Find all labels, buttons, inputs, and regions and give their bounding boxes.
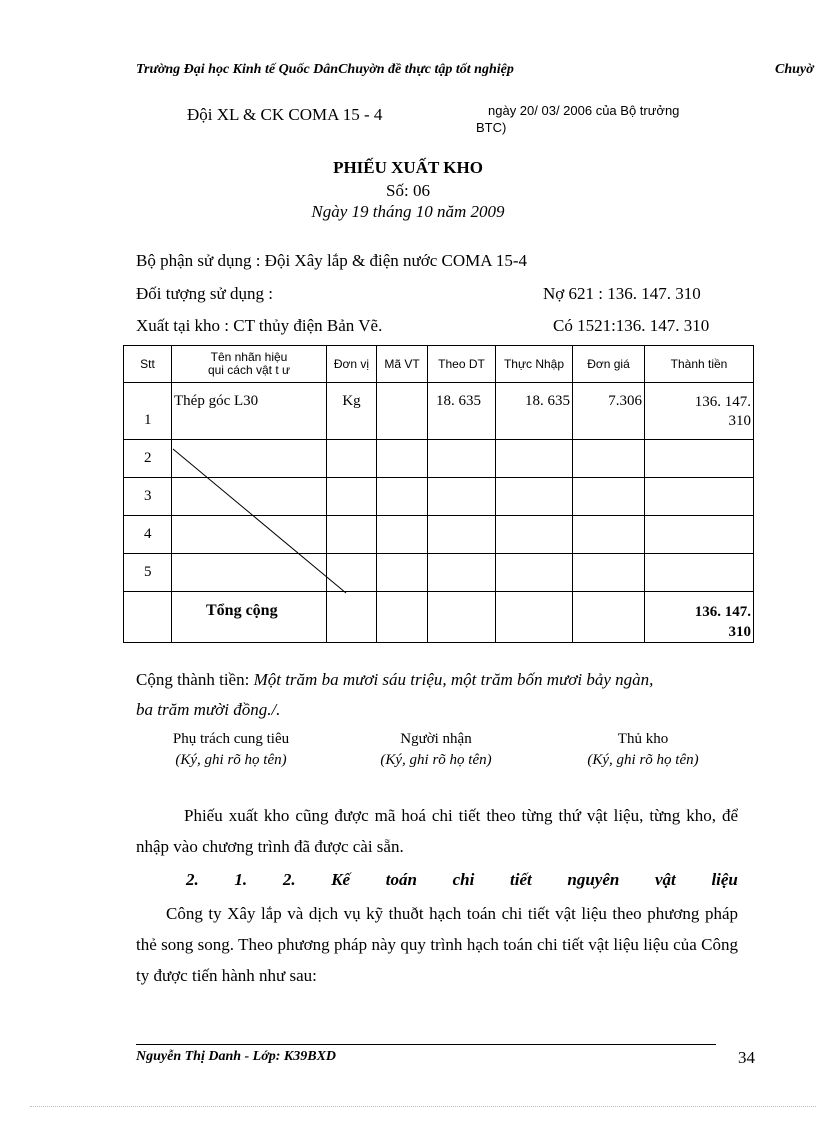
- info-debit: Nợ 621 : 136. 147. 310: [543, 284, 701, 303]
- row1-actual: 18. 635: [496, 383, 573, 440]
- row1-amount-line2: 310: [728, 413, 751, 429]
- heading-word: 1.: [234, 870, 248, 889]
- signature-block: [336, 729, 536, 771]
- row-stt: 4: [124, 516, 172, 554]
- voucher-title: PHIẾU XUẤT KHO: [333, 158, 483, 177]
- heading-word: liệu: [711, 870, 738, 889]
- heading-word: Kế: [331, 870, 351, 889]
- signature-role: Phụ trách cung tiêu: [172, 731, 290, 747]
- body-paragraph-1: Phiếu xuất kho cũng được mã hoá chi tiết theo từng thứ vật liệu, từng kho, để nhập vào chương trình đã được cài sẵn.: [136, 806, 738, 856]
- voucher-date: Ngày 19 tháng 10 năm 2009: [311, 202, 505, 221]
- row1-price: 7.306: [573, 383, 645, 440]
- total-amount-line2: 310: [728, 624, 751, 640]
- heading-word: 2.: [282, 870, 296, 889]
- amount-words-line1: [136, 670, 653, 690]
- section-heading: [186, 870, 738, 890]
- row1-name: Thép góc L30: [172, 383, 327, 440]
- info-credit: Có 1521:136. 147. 310: [553, 316, 710, 335]
- total-amount-line1: 136. 147.: [694, 604, 751, 620]
- footer-rule: [136, 1044, 716, 1045]
- row-stt: 2: [124, 440, 172, 478]
- signature-block: [131, 729, 331, 771]
- total-label: Tổng cộng: [172, 592, 327, 643]
- footer-author: Nguyễn Thị Danh - Lớp: K39BXD: [136, 1049, 337, 1064]
- col-unit: Đơn vị: [327, 346, 377, 383]
- row-stt: 3: [124, 478, 172, 516]
- voucher-number: Số: 06: [386, 181, 430, 200]
- signature-role: Người nhận: [400, 731, 472, 747]
- info-department: Bộ phận sử dụng : Đội Xây lắp & điện nước COMA 15-4: [136, 251, 527, 270]
- col-amount: Thành tiền: [645, 346, 754, 383]
- row1-unit: Kg: [327, 383, 377, 440]
- heading-word: vật: [655, 870, 676, 889]
- signature-role: Thủ kho: [617, 731, 669, 747]
- amount-words-line2: ba trăm mười đồng./.: [136, 700, 281, 719]
- amount-words-label: Cộng thành tiền:: [136, 670, 250, 689]
- heading-word: 2.: [186, 870, 199, 889]
- heading-word: toán: [385, 870, 417, 889]
- row1-by-doc: 18. 635: [428, 383, 496, 440]
- decision-line1: ngày 20/ 03/ 2006 của Bộ trưởng: [488, 103, 680, 118]
- col-actual: Thực Nhập: [496, 346, 573, 383]
- info-warehouse: Xuất tại kho : CT thủy điện Bản Vẽ.: [136, 316, 383, 335]
- page-number: 34: [738, 1048, 755, 1067]
- col-name-line2: qui cách vật t ư: [207, 363, 291, 377]
- col-stt: Stt: [124, 346, 172, 383]
- amount-words-text: Một trăm ba mươi sáu triệu, một trăm bốn mươi bảy ngàn,: [249, 670, 654, 689]
- cancel-line: [173, 449, 346, 593]
- decision-line2: BTC): [476, 120, 507, 135]
- col-by-doc: Theo DT: [428, 346, 496, 383]
- col-code: Mã VT: [377, 346, 428, 383]
- row1-stt: 1: [124, 383, 172, 440]
- signature-note: (Ký, ghi rõ họ tên): [380, 752, 492, 768]
- header-title: Chuyờn đề thực tập tốt nghiệp: [338, 62, 514, 77]
- col-price: Đơn giá: [573, 346, 645, 383]
- unit-name: Đội XL & CK COMA 15 - 4: [187, 105, 383, 124]
- signature-note: (Ký, ghi rõ họ tên): [175, 752, 287, 768]
- heading-word: chi: [452, 870, 475, 889]
- heading-word: nguyên: [567, 870, 620, 889]
- header-right-cut: Chuyờ: [775, 62, 814, 77]
- heading-word: tiết: [510, 870, 532, 889]
- signature-block: [543, 729, 743, 771]
- body-paragraph-2: Công ty Xây lắp và dịch vụ kỹ thuðt hạch toán chi tiết vật liệu theo phương pháp thẻ song song. Theo phương pháp này quy trình hạch toán chi tiết vật liệu liệu của Công ty được tiến hành như sau:: [136, 904, 738, 985]
- page-edge-dotted: [30, 1106, 816, 1107]
- row1-amount-line1: 136. 147.: [694, 394, 751, 410]
- header-school: Trường Đại học Kinh tế Quốc Dân: [136, 62, 339, 77]
- info-object: Đối tượng sử dụng :: [136, 284, 273, 303]
- signature-note: (Ký, ghi rõ họ tên): [587, 752, 699, 768]
- col-name-line1: Tên nhãn hiệu: [210, 350, 288, 364]
- row-stt: 5: [124, 554, 172, 592]
